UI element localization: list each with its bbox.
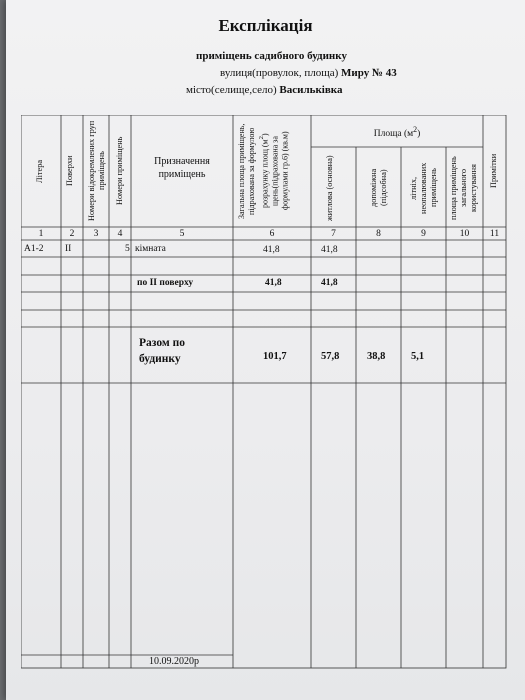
header-total-area-b: ) щень(підрахована за формулами гр.6) (кв.м)	[260, 131, 290, 211]
col-number-8: 8	[376, 229, 381, 239]
document-date: 10.09.2020р	[149, 656, 199, 667]
building-total-auxiliary: 38,8	[367, 351, 386, 362]
header-total-area-sup: 2	[258, 136, 265, 140]
header-common: площа приміщень загального користування	[449, 156, 478, 220]
document-title: Експлікація	[218, 16, 313, 35]
street-value: Миру № 43	[341, 67, 397, 79]
floor-total-area: 41,8	[265, 278, 282, 288]
row-purpose: кімната	[135, 244, 166, 254]
header-area-close: )	[417, 129, 421, 140]
street-prefix: вулиця(провулок, площа)	[220, 67, 339, 79]
header-area-group	[311, 125, 483, 139]
header-litera: Літера	[35, 159, 44, 183]
city-prefix: місто(селище,село)	[186, 84, 277, 96]
city-value: Васильківка	[279, 84, 343, 96]
header-room-numbers: Номери приміщень	[115, 136, 124, 206]
col-number-6: 6	[269, 229, 275, 239]
row-room-number: 5	[125, 244, 130, 254]
col-number-5: 5	[179, 229, 185, 239]
col-number-9: 9	[421, 229, 426, 239]
document-page	[6, 0, 525, 700]
row-total-area: 41,8	[263, 245, 280, 255]
explication-table	[21, 115, 521, 670]
building-total-living: 57,8	[321, 351, 340, 362]
row-litera: А1-2	[24, 244, 44, 254]
building-total-label-1: Разом по	[139, 337, 185, 349]
header-summer: літніх, неопалюваних приміщень	[409, 162, 438, 214]
col-number-7: 7	[331, 229, 336, 239]
col-number-10: 10	[459, 229, 470, 239]
header-auxiliary: допоміжна (підсобна)	[369, 168, 388, 208]
header-total-area-a: Загальна площа приміщень, підрахована за формулою розрахунку площ (м	[237, 123, 270, 219]
header-area-label: Площа (м	[373, 129, 414, 140]
city-line	[186, 84, 342, 96]
header-group-numbers: Номери відокремлених груп приміщень	[87, 120, 106, 222]
street-line	[220, 67, 397, 79]
building-total-label-2: будинку	[139, 353, 181, 365]
floor-total-label: по ІІ поверху	[137, 278, 194, 288]
header-living: житлова (основна)	[325, 155, 334, 221]
header-total-area	[237, 119, 307, 223]
header-area-sup: 2	[413, 125, 418, 134]
building-total-area: 101,7	[263, 351, 287, 362]
header-notes: Примітки	[489, 153, 498, 189]
col-number-1: 1	[38, 229, 44, 239]
col-number-11: 11	[489, 229, 500, 239]
col-number-4: 4	[117, 229, 123, 239]
floor-total-living: 41,8	[321, 278, 338, 288]
building-total-summer: 5,1	[411, 351, 425, 362]
row-floor: ІІ	[65, 244, 72, 254]
document-subtitle: приміщень садибного будинку	[196, 50, 347, 62]
col-number-3: 3	[93, 229, 99, 239]
col-number-2: 2	[69, 229, 75, 239]
header-purpose: Призначення приміщень	[154, 156, 210, 180]
header-floors: Поверхи	[65, 155, 74, 187]
row-living-area: 41,8	[321, 245, 338, 255]
